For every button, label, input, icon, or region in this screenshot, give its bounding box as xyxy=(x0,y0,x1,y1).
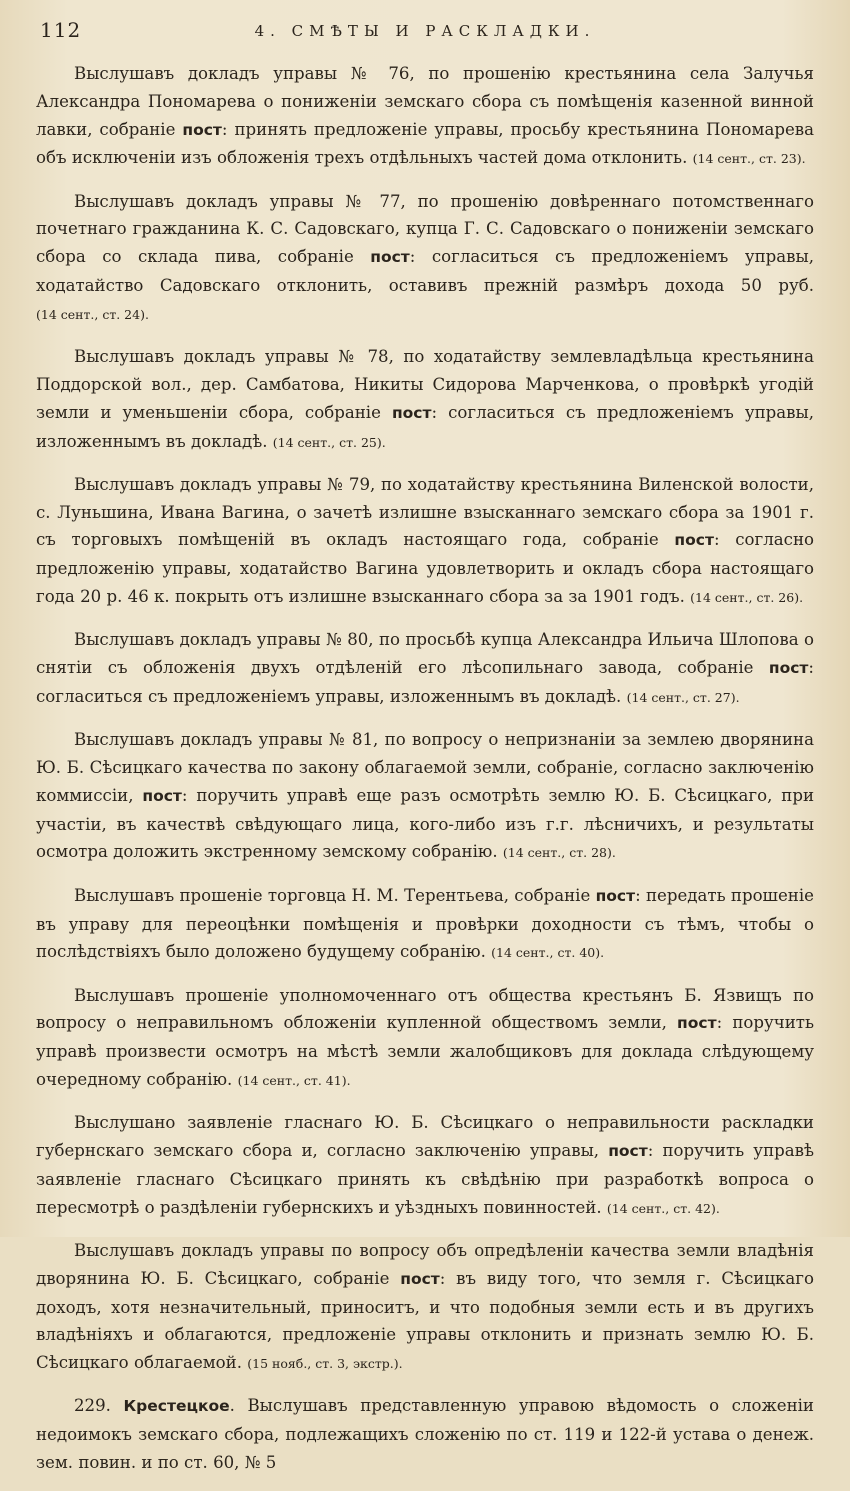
district-heading: Крестецкое xyxy=(123,1397,230,1416)
paragraph xyxy=(36,471,814,612)
reference: (15 нояб., ст. 3, экстр.). xyxy=(247,1356,403,1372)
section-number: 229. xyxy=(74,1396,111,1416)
resolution-keyword: пост xyxy=(595,886,636,905)
paragraph xyxy=(36,1392,814,1476)
resolution-keyword: пост xyxy=(370,248,410,267)
resolution-keyword: пост xyxy=(677,1014,717,1033)
resolution-keyword: пост xyxy=(400,1269,440,1288)
paragraph-text: : принять предложеніе управы, просьбу крестьянина Пономарева объ исключеніи изъ обложенія трехъ отдѣльныхъ частей дома отклонить. xyxy=(36,119,815,168)
paragraph-text: Выслушавъ докладъ управы № 77, по прошенію довѣреннаго потомственнаго почетнаго гражданина К. С. Садовскаго, купца Г. С. Садовскаго о пониженіи земскаго сбора со склада пива, собраніе xyxy=(36,191,814,267)
paragraph-text: Выслушавъ докладъ управы № 80, по просьбѣ купца Александра Ильича Шлопова о снятіи съ обложенія двухъ отдѣленій его лѣсопильнаго завода, собраніе xyxy=(36,630,814,678)
paragraph xyxy=(36,726,814,867)
reference: (14 сент., ст. 41). xyxy=(237,1073,351,1088)
paragraph xyxy=(36,60,814,173)
paragraph-text: : поручить управѣ произвести осмотръ на мѣстѣ земли жалобщиковъ для доклада слѣдующему очередному собранію. xyxy=(36,1013,814,1089)
paragraph-text: Выслушано заявленіе гласнаго Ю. Б. Сѣсицкаго о неправильности раскладки губернскаго земскаго сбора и, согласно заключенію управы, xyxy=(36,1113,814,1161)
resolution-keyword: пост xyxy=(391,403,432,422)
reference: (14 сент., ст. 24). xyxy=(36,306,149,322)
paragraph-text: Выслушавъ прошеніе торговца Н. М. Терентьева, собраніе xyxy=(74,885,591,905)
paragraph-text: : въ виду того, что земля г. Сѣсицкаго доходъ, хотя незначительный, приноситъ, и что подобныя земли есть и въ другихъ владѣніяхъ и облагаются, предложеніе управы отклонить и признать землю Ю. Б. Сѣсицкаго облагаемой. xyxy=(36,1268,814,1373)
reference: (14 сент., ст. 26). xyxy=(690,590,804,606)
page-header xyxy=(40,18,810,48)
reference: (14 сент., ст. 42). xyxy=(606,1200,720,1216)
paragraph xyxy=(36,1237,814,1378)
paragraph-text: Выслушавъ докладъ управы № 76, по прошенію крестьянина села Залучья Александра Пономарева о пониженіи земскаго сбора съ помѣщенія казенной винной лавки, собраніе xyxy=(36,64,814,139)
paragraph-text: Выслушавъ докладъ управы по вопросу объ опредѣленіи качества земли владѣнія дворянина Ю. Б. Сѣсицкаго, собраніе xyxy=(36,1240,814,1288)
resolution-keyword: пост xyxy=(674,531,714,550)
paragraph-text: . Выслушавъ представленную управою вѣдомость о сложеніи недоимокъ земскаго сбора, подлежащихъ сложенію по ст. 119 и 122-й устава о денеж. зем. повин. и по ст. 60, № 5 xyxy=(36,1396,814,1473)
reference: (14 сент., ст. 40). xyxy=(491,945,605,961)
paragraph xyxy=(36,882,814,967)
page-number: 112 xyxy=(40,18,82,42)
paragraph-text: : поручить управѣ заявленіе гласнаго Сѣсицкаго принять къ свѣдѣнію при разработкѣ вопроса о пересмотрѣ о раздѣленіи губернскихъ и уѣздныхъ повинностей. xyxy=(36,1141,814,1217)
paragraph-text: Выслушавъ докладъ управы № 78, по ходатайству землевладѣльца крестьянина Поддорской вол., дер. Самбатова, Никиты Сидорова Марченкова, о провѣркѣ угодій земли и уменьшеніи сбора, собраніе xyxy=(36,347,814,422)
paragraph-text: : передать прошеніе въ управу для переоцѣнки помѣщенія и провѣрки доходности съ тѣмъ, чтобы о послѣдствіяхъ было доложено будущему собранію. xyxy=(36,885,814,962)
resolution-keyword: пост xyxy=(182,120,222,139)
page-body xyxy=(36,60,814,1491)
reference: (14 сент., ст. 28). xyxy=(502,845,616,861)
paragraph-text: : согласиться съ предложеніемъ управы, изложеннымъ въ докладѣ. xyxy=(36,402,814,451)
reference: (14 сент., ст. 27). xyxy=(626,689,740,705)
paragraph xyxy=(36,626,814,711)
resolution-keyword: пост xyxy=(142,786,182,805)
paragraph-text: : согласно предложенію управы, ходатайство Вагина удовлетворить и окладъ сбора настоящаго года 20 р. 46 к. покрыть отъ излишне взысканнаго сбора за за 1901 годъ. xyxy=(36,530,814,607)
running-head: 4. СМѢТЫ И РАСКЛАДКИ. xyxy=(254,22,596,40)
resolution-keyword: пост xyxy=(768,659,809,678)
paragraph-text: Выслушавъ прошеніе уполномоченнаго отъ общества крестьянъ Б. Язвищъ по вопросу о неправильномъ обложеніи купленной обществомъ земли, xyxy=(36,985,814,1033)
paragraph xyxy=(36,188,814,329)
paragraph-text: : поручить управѣ еще разъ осмотрѣть землю Ю. Б. Сѣсицкаго, при участіи, въ качествѣ свѣдующаго лица, кого-либо изъ г.г. лѣсничихъ, и результаты осмотра доложить экстренному земскому собранію. xyxy=(36,785,815,862)
reference: (14 сент., ст. 25). xyxy=(272,434,386,450)
resolution-keyword: пост xyxy=(608,1142,648,1161)
reference: (14 сент., ст. 23). xyxy=(692,151,806,167)
paragraph-text: Выслушавъ докладъ управы № 81, по вопросу о непризнаніи за землею дворянина Ю. Б. Сѣсицкаго качества по закону облагаемой земли, собраніе, согласно заключенію коммиссіи, xyxy=(36,730,814,805)
paragraph xyxy=(36,343,814,456)
paragraph-text: Выслушавъ докладъ управы № 79, по ходатайству крестьянина Виленской волости, с. Луньшина, Ивана Вагина, о зачетѣ излишне взысканнаго земскаго сбора за 1901 г. съ торговыхъ помѣщеній въ окладъ настоящаго года, собраніе xyxy=(36,474,814,550)
paragraph-text: : согласиться съ предложеніемъ управы, ходатайство Садовскаго отклонить, оставивъ прежній размѣръ дохода 50 руб. xyxy=(36,247,814,296)
paragraph xyxy=(36,1109,814,1222)
paragraph xyxy=(36,982,814,1095)
paragraph-text: : согласиться съ предложеніемъ управы, изложеннымъ въ докладѣ. xyxy=(36,658,814,706)
